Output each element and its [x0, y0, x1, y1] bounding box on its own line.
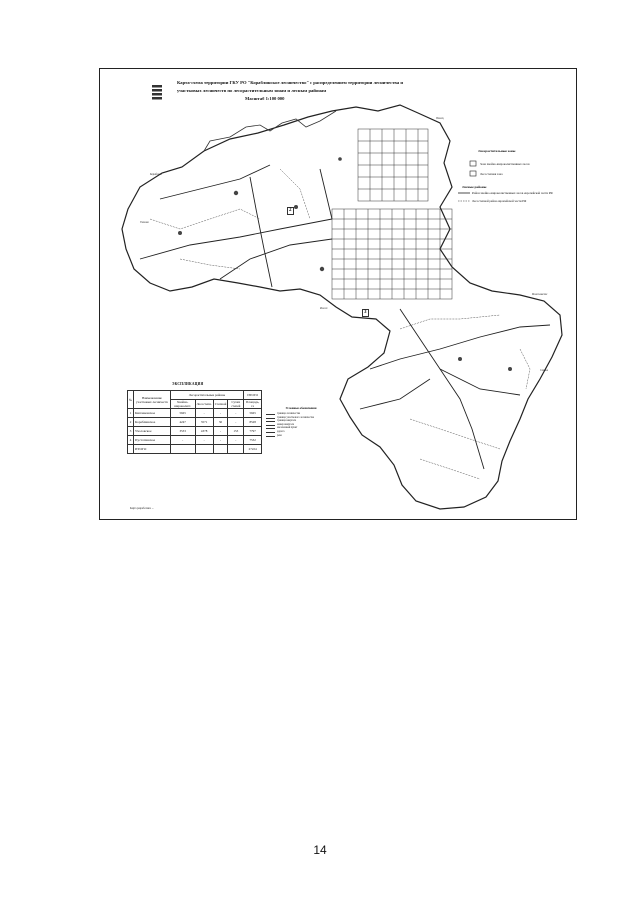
map-title-line1: Карта-схема территории ГКУ РО "Кораблинское лесничество" с распределением территории лесничества и: [177, 80, 404, 85]
table-row: [128, 445, 262, 454]
place-label: Кораблино: [150, 173, 162, 176]
cell: 4378: [195, 427, 213, 436]
cell: 2: [128, 418, 134, 427]
page-number: 14: [313, 843, 327, 857]
cell: ИТОГО: [134, 445, 171, 454]
legend-regions-title: Лесные районы: [462, 185, 487, 189]
table-row: [128, 427, 262, 436]
cell: [170, 445, 195, 454]
place-label: Ряжск: [320, 307, 328, 310]
cell: 4: [128, 436, 134, 445]
sub-label: Лесостепн.: [195, 400, 213, 409]
cell: [213, 445, 228, 454]
map-logo: [152, 85, 162, 100]
cell: 153: [228, 427, 244, 436]
conv-item: граница лесничества: [266, 412, 336, 415]
explication-title: ЭКСПЛИКАЦИЯ: [172, 382, 204, 386]
legend-zone1: Зона хвойно-широколиственных лесов: [480, 162, 530, 166]
table-row: [128, 409, 262, 418]
map-scale: Масштаб 1:100 000: [245, 96, 285, 101]
quarter-label: 2: [289, 208, 292, 213]
cell: 5665: [170, 409, 195, 418]
northern-lobe: [204, 111, 336, 151]
cell: 8528: [244, 418, 262, 427]
place-label: Ухолово: [140, 221, 149, 224]
cell: [195, 445, 213, 454]
quarter-label: 3: [364, 310, 367, 315]
map-title-line2: участковых лесничеств по лесорастительным зонам и лесным районам: [177, 88, 327, 93]
cell: [228, 445, 244, 454]
sub-label: Сухих степей: [228, 400, 244, 409]
cell: -: [195, 436, 213, 445]
cell: 7797: [244, 427, 262, 436]
legend-region1: Район хвойно-широколиственных лесов европейской части РФ: [472, 191, 553, 195]
sub-label: Хвойно-широколист.: [170, 400, 195, 409]
cell: 3533: [170, 427, 195, 436]
place-label: Милославское: [532, 293, 548, 296]
cell: Пустотинское: [134, 436, 171, 445]
conventions-legend: [266, 406, 336, 437]
cell: 1: [128, 409, 134, 418]
legend-region2: Лесостепной район европейской части РФ: [472, 199, 527, 203]
conventions-title: Условные обозначения: [285, 406, 317, 410]
map-frame: [99, 68, 577, 520]
cell: 27224: [244, 445, 262, 454]
sub-label: Степной: [213, 400, 228, 409]
cell: -: [213, 409, 228, 418]
cell: Ухоловское: [134, 427, 171, 436]
cell: -: [213, 436, 228, 445]
header-total: ИТОГО: [244, 391, 262, 400]
explication-table: [127, 390, 262, 454]
cell: Кипчаковское: [134, 409, 171, 418]
cell: -: [213, 427, 228, 436]
conv-item: дорога: [266, 430, 336, 433]
quarter-grid: [332, 129, 452, 299]
conv-item: населенный пункт: [266, 426, 336, 429]
header-name: Наименование участковых лесничеств: [134, 391, 171, 409]
table-row: [128, 436, 262, 445]
conv-item: номер квартала: [266, 423, 336, 426]
cell: 30: [213, 418, 228, 427]
map-footnote: Карта разработана: ...: [130, 507, 154, 510]
map-title: [177, 79, 497, 103]
cell: -: [228, 418, 244, 427]
cell: -: [228, 436, 244, 445]
cell: 3571: [195, 418, 213, 427]
cell: 3: [128, 427, 134, 436]
total-sub-label: Площадь, га: [244, 400, 262, 409]
cell: -: [195, 409, 213, 418]
legend-zone2: Лесостепная зона: [480, 172, 503, 176]
cell: 4247: [170, 418, 195, 427]
conv-item: река: [266, 434, 336, 437]
legend-zones-title: Лесорастительные зоны: [478, 149, 516, 153]
cell: Кораблинское: [134, 418, 171, 427]
cell: -: [170, 436, 195, 445]
header-num: №: [128, 391, 134, 409]
place-label: Скопин: [540, 369, 549, 372]
cell: 7532: [244, 436, 262, 445]
cell: 5665: [244, 409, 262, 418]
table-row: [128, 418, 262, 427]
header-zones: Лесорастительные районы: [170, 391, 244, 400]
cell: -: [228, 409, 244, 418]
conv-item: граница квартала: [266, 419, 336, 422]
conv-item: граница участкового лесничества: [266, 416, 336, 419]
place-label: Пехлец: [436, 117, 444, 120]
settlements: [178, 157, 512, 371]
